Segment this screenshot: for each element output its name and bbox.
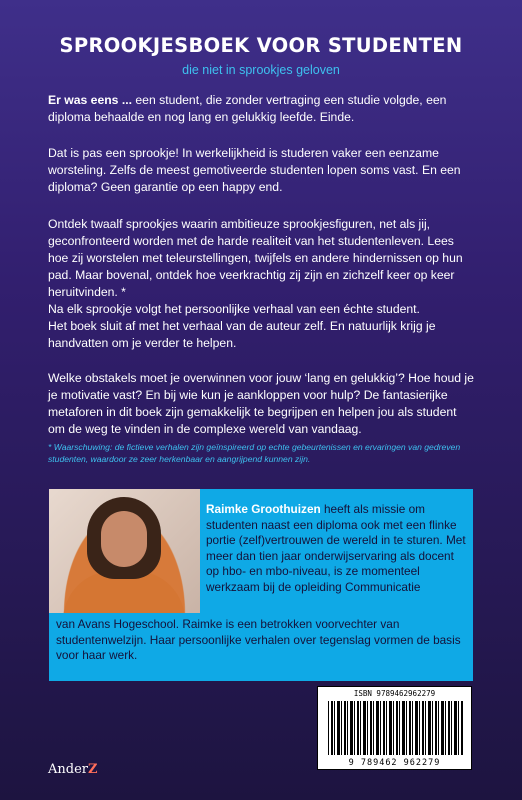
intro-lead: Er was eens ... (48, 93, 133, 107)
warning-note: * Waarschuwing: de fictieve verhalen zijn geïnspireerd op echte gebeurtenissen en ervaringen van gedreven studenten, waardoor ze zeer herkenbaar en aangrijpend kunnen zijn. (48, 442, 461, 464)
fairytales-text-c: Het boek sluit af met het verhaal van de auteur zelf. En natuurlijk krijg je handvatten om je verder te helpen. (48, 319, 436, 350)
author-name: Raimke Groothuizen (206, 502, 321, 516)
reality-paragraph (48, 145, 474, 196)
author-photo (49, 489, 200, 613)
author-bio-bottom: van Avans Hogeschool. Raimke is een betrokken voorvechter van studentenwelzijn. Haar persoonlijke verhalen over tegenslag vormen de basis voor haar werk. (56, 617, 461, 663)
fairytales-paragraph (48, 216, 474, 352)
fairytales-text-a: Ontdek twaalf sprookjes waarin ambitieuze sprookjesfiguren, net als jij, geconfronteerd worden met de harde realiteit van het studentenleven. Lees hoe zij worstelen met teleurstellingen, twijfels en andere hindernissen op hun pad. Maar bovenal, ontdek hoe veerkrachtig zij zijn en zichzelf keer op keer heruitvinden. * (48, 217, 463, 299)
author-bio-top-text: heeft als missie om studenten naast een diploma ook met een flinke portie (zelf)vertrouwen de wereld in te sturen. Met meer dan tien jaar onderwijservaring als docent op hbo- en mbo-niveau, is ze momenteel werkzaam bij de opleiding Communicatie (206, 502, 466, 594)
obstacles-text: Welke obstakels moet je overwinnen voor jouw ‘lang en gelukkig’? Hoe houd je je motivatie vast? En bij wie kun je aankloppen voor hulp? De fantasierijke metaforen in dit boek zijn gemakkelijk te begrijpen en helpen jou als student om de weg te vinden in de complexe wereld van vandaag. (48, 371, 474, 436)
book-title: SPROOKJESBOEK VOOR STUDENTEN (59, 34, 463, 57)
book-subtitle: die niet in sprookjes geloven (182, 63, 340, 77)
publisher-name-main: Ander (48, 762, 88, 777)
obstacles-paragraph (48, 370, 474, 438)
author-photo-face (101, 511, 147, 567)
author-bio-top (206, 502, 468, 596)
intro-paragraph (48, 92, 474, 126)
isbn-barcode (317, 686, 472, 770)
fairytales-text-b: Na elk sprookje volgt het persoonlijke verhaal van een échte student. (48, 302, 420, 316)
barcode-bars (328, 701, 463, 755)
intro-rest: een student, die zonder vertraging een studie volgde, een diploma behaalde en nog lang en gelukkig leefde. Einde. (48, 93, 447, 124)
isbn-label: ISBN 9789462962279 (353, 689, 436, 698)
reality-text: Dat is pas een sprookje! In werkelijkheid is studeren vaker een eenzame worsteling. Zelfs de meest gemotiveerde studenten lopen soms vast. En een diploma? Geen garantie op een happy end. (48, 146, 461, 194)
publisher-logo (48, 762, 98, 777)
isbn-digits: 9 789462 962279 (348, 758, 441, 768)
publisher-name-accent: Z (88, 762, 98, 777)
